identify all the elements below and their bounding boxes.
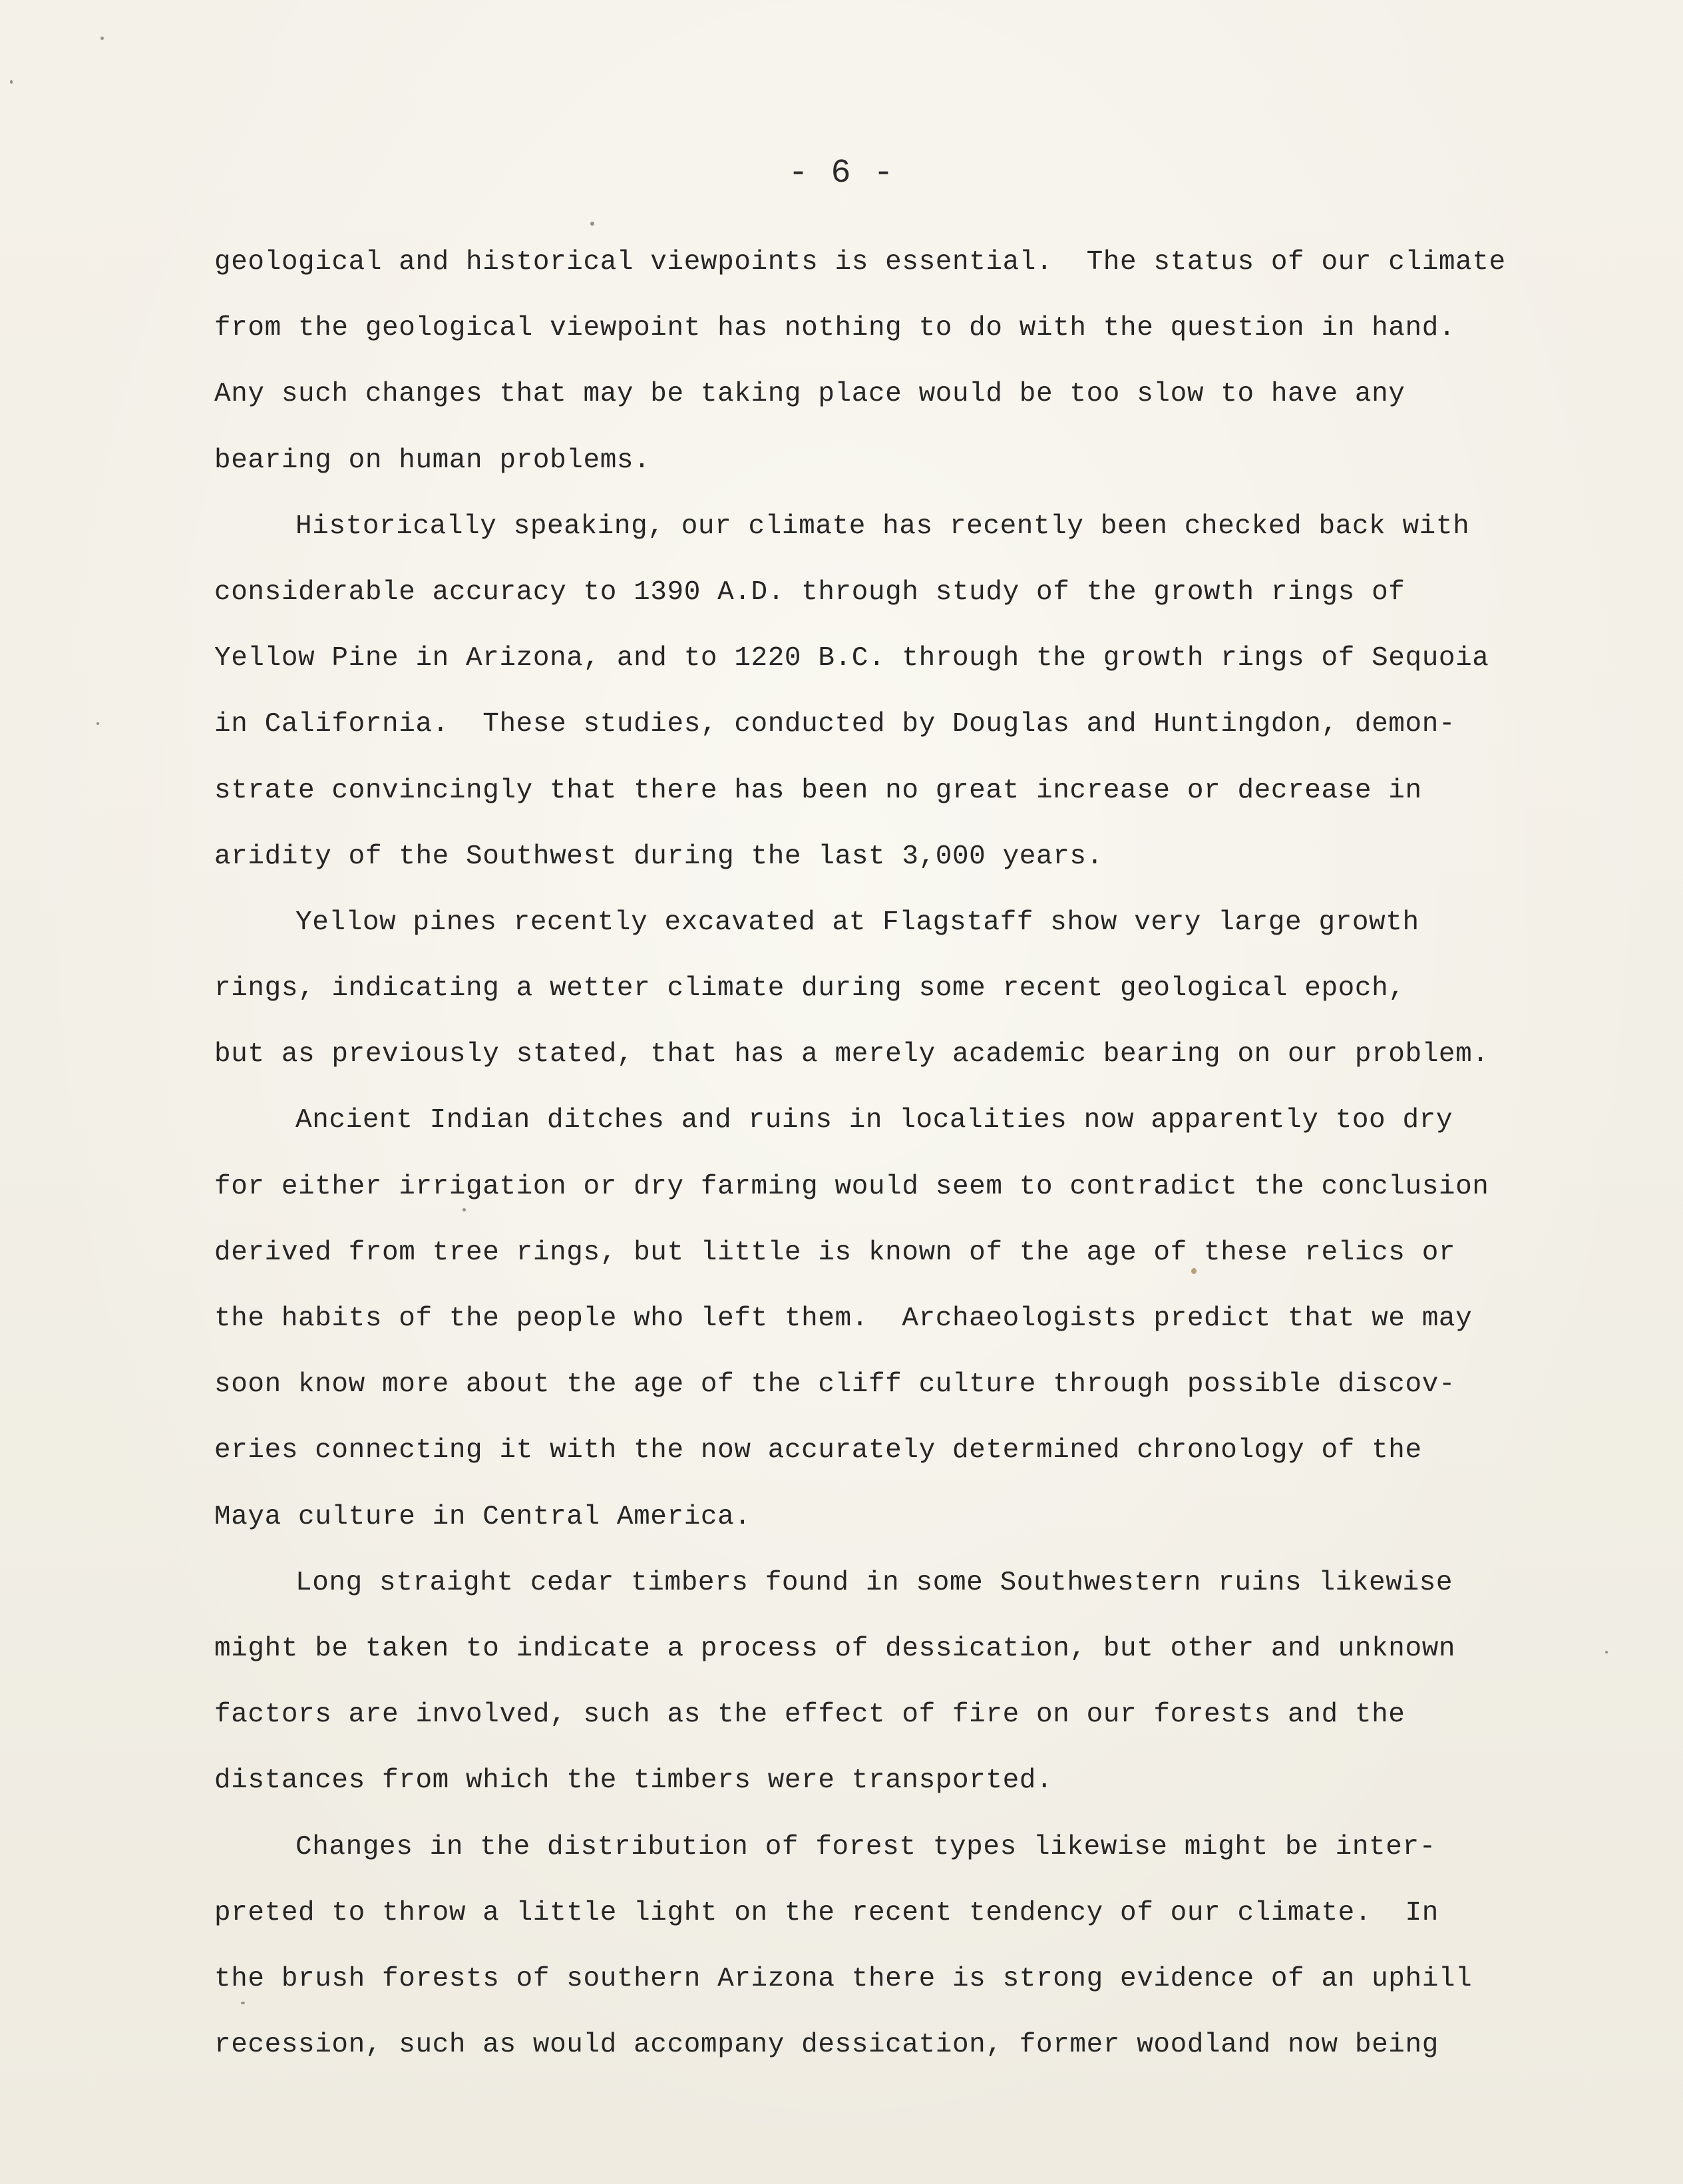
text-line: recession, such as would accompany dessication, former woodland now being [214,2030,1439,2061]
paper-speck [96,722,99,725]
body-text [214,230,1512,2078]
text-line: Ancient Indian ditches and ruins in localities now apparently too dry [295,1105,1453,1136]
text-line: might be taken to indicate a process of dessication, but other and unknown [214,1633,1456,1664]
text-line: considerable accuracy to 1390 A.D. through study of the growth rings of [214,576,1405,608]
text-line: eries connecting it with the now accurately determined chronology of the [214,1435,1422,1466]
paragraph [214,494,1512,890]
text-line: the brush forests of southern Arizona there is strong evidence of an uphill [214,1963,1473,1994]
paragraph [214,1815,1512,2079]
paper-speck [100,37,104,40]
paragraph [214,890,1512,1088]
text-line: Yellow pines recently excavated at Flagstaff show very large growth [295,907,1419,938]
text-line: factors are involved, such as the effect of fire on our forests and the [214,1699,1405,1731]
paragraph [214,1088,1512,1550]
text-line: in California. These studies, conducted by Douglas and Huntingdon, demon- [214,709,1456,740]
page-number: - 6 - [788,154,895,192]
text-line: for either irrigation or dry farming would seem to contradict the conclusion [214,1171,1489,1202]
paper-speck [590,222,594,226]
text-line: but as previously stated, that has a merely academic bearing on our problem. [214,1039,1489,1070]
text-line: soon know more about the age of the cliff culture through possible discov- [214,1369,1456,1401]
text-line: Historically speaking, our climate has recently been checked back with [295,511,1470,542]
text-line: strate convincingly that there has been no great increase or decrease in [214,775,1422,806]
paper-speck [241,2002,245,2004]
text-line: preted to throw a little light on the recent tendency of our climate. In [214,1897,1439,1928]
text-line: the habits of the people who left them. Archaeologists predict that we may [214,1303,1473,1334]
text-line: geological and historical viewpoints is essential. The status of our climate [214,247,1506,278]
paper-speck [463,1208,466,1211]
text-line: from the geological viewpoint has nothing to do with the question in hand. [214,313,1456,344]
text-line: Long straight cedar timbers found in some Southwestern ruins likewise [295,1567,1453,1598]
text-line: Any such changes that may be taking place would be too slow to have any [214,379,1405,410]
paper-speck [10,80,13,84]
text-line: rings, indicating a wetter climate during some recent geological epoch, [214,973,1405,1004]
paragraph [214,1550,1512,1815]
text-line: distances from which the timbers were transported. [214,1765,1053,1797]
paper-speck [1605,1651,1608,1653]
text-line: Yellow Pine in Arizona, and to 1220 B.C. through the growth rings of Sequoia [214,643,1489,674]
text-line: Maya culture in Central America. [214,1501,751,1532]
paragraph [214,230,1512,494]
text-line: Changes in the distribution of forest types likewise might be inter- [295,1831,1436,1862]
text-line: derived from tree rings, but little is known of the age of these relics or [214,1237,1456,1268]
text-line: aridity of the Southwest during the last 3,000 years. [214,841,1103,872]
text-line: bearing on human problems. [214,445,651,476]
paper-speck [1191,1268,1197,1274]
